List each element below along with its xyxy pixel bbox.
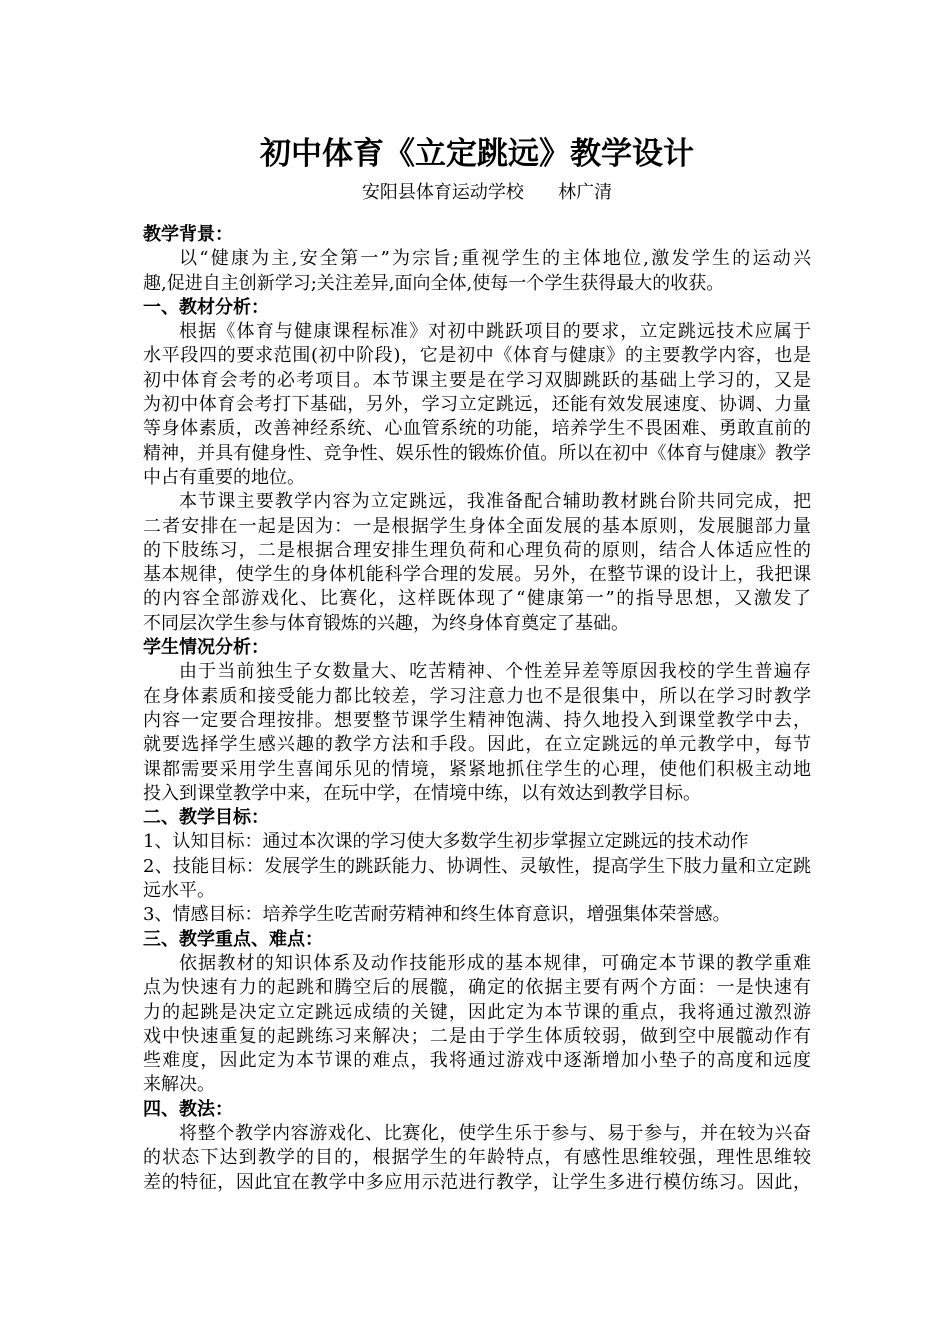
list-item: 2、技能目标：发展学生的跳跃能力、协调性、灵敏性，提高学生下肢力量和立定跳 (143, 855, 811, 877)
text-line: 就要选择学生感兴趣的教学方法和手段。因此，在立定跳远的单元教学中，每节 (143, 734, 811, 756)
text-line: 不同层次学生参与体育锻炼的兴趣，为终身体育奠定了基础。 (143, 612, 629, 634)
text-line: 趣,促进自主创新学习;关注差异,面向全体,使每一个学生获得最大的收获。 (143, 272, 725, 294)
text-line: 为初中体育会考打下基础，另外，学习立定跳远，还能有效发展速度、协调、力量 (143, 394, 811, 416)
text-line: 初中体育会考的必考项目。本节课主要是在学习双脚跳跃的基础上学习的，又是 (143, 369, 811, 391)
text-line: 水平段四的要求范围(初中阶段)，它是初中《体育与健康》的主要教学内容，也是 (143, 345, 811, 367)
text-line: 基本规律，使学生的身体机能科学合理的发展。另外，在整节课的设计上，我把课 (143, 564, 811, 586)
text-line: 将整个教学内容游戏化、比赛化，使学生乐于参与、易于参与，并在较为兴奋 (179, 1122, 811, 1144)
text-line: 由于当前独生子女数量大、吃苦精神、个性差异差等原因我校的学生普遍存 (179, 661, 811, 683)
text-line: 的内容全部游戏化、比赛化，这样既体现了“健康第一”的指导思想，又激发了 (143, 588, 811, 610)
text-line: 依据教材的知识体系及动作技能形成的基本规律，可确定本节课的教学重难 (179, 952, 811, 974)
text-line: 内容一定要合理按排。想要整节课学生精神饱满、持久地投入到课堂教学中去， (143, 709, 811, 731)
list-item-continuation: 远水平。 (143, 880, 215, 902)
text-line: 投入到课堂教学中来，在玩中学，在情境中练，以有效达到教学目标。 (143, 782, 701, 804)
text-line: 二者安排在一起是因为：一是根据学生身体全面发展的基本原则，发展腿部力量 (143, 515, 811, 537)
document-title: 初中体育《立定跳远》教学设计 (260, 136, 694, 172)
text-line: 差的特征，因此宜在教学中多应用示范进行教学，让学生多进行模仿练习。因此， (143, 1171, 811, 1193)
document-body (143, 223, 811, 1195)
author-line: 安阳县体育运动学校 林广清 (361, 182, 613, 203)
text-line: 戏中快速重复的起跳练习来解决；二是由于学生体质较弱，做到空中展髋动作有 (143, 1025, 811, 1047)
text-line: 的下肢练习，二是根据合理安排生理负荷和心理负荷的原则，结合人体适应性的 (143, 539, 811, 561)
text-line: 精神，并具有健身性、竞争性、娱乐性的锻炼价值。所以在初中《体育与健康》教学 (143, 442, 811, 464)
list-item: 3、情感目标：培养学生吃苦耐劳精神和终生体育意识，增强集体荣誉感。 (143, 904, 731, 926)
text-line: 在身体素质和接受能力都比较差，学习注意力也不是很集中，所以在学习时教学 (143, 685, 811, 707)
text-line: 以“健康为主,安全第一”为宗旨;重视学生的主体地位,激发学生的运动兴 (179, 248, 811, 270)
text-line: 中占有重要的地位。 (143, 466, 305, 488)
section-heading: 四、教法： (143, 1098, 233, 1120)
section-heading: 学生情况分析： (143, 637, 269, 659)
text-line: 力的起跳是决定立定跳远成绩的关键，因此定为本节课的重点，我将通过激烈游 (143, 1001, 811, 1023)
text-line: 课都需要采用学生喜闻乐见的情境，紧紧地抓住学生的心理，使他们积极主动地 (143, 758, 811, 780)
text-line: 些难度，因此定为本节课的难点，我将通过游戏中逐渐增加小垫子的高度和远度 (143, 1050, 811, 1072)
list-item: 1、认知目标：通过本次课的学习使大多数学生初步掌握立定跳远的技术动作 (143, 831, 749, 853)
section-heading: 教学背景： (143, 224, 233, 245)
text-line: 来解决。 (143, 1074, 215, 1096)
text-line: 根据《体育与健康课程标准》对初中跳跃项目的要求，立定跳远技术应属于 (179, 321, 811, 343)
text-line: 本节课主要教学内容为立定跳远，我准备配合辅助教材跳台阶共同完成，把 (179, 491, 811, 513)
section-heading: 三、教学重点、难点： (143, 928, 323, 950)
text-line: 的状态下达到教学的目的，根据学生的年龄特点，有感性思维较强，理性思维较 (143, 1147, 811, 1169)
section-heading: 一、教材分析： (143, 296, 269, 318)
text-line: 点为快速有力的起跳和腾空后的展髋，确定的依据主要有两个方面：一是快速有 (143, 977, 811, 999)
section-heading: 二、教学目标： (143, 807, 269, 829)
text-line: 等身体素质，改善神经系统、心血管系统的功能，培养学生不畏困难、勇敢直前的 (143, 418, 811, 440)
